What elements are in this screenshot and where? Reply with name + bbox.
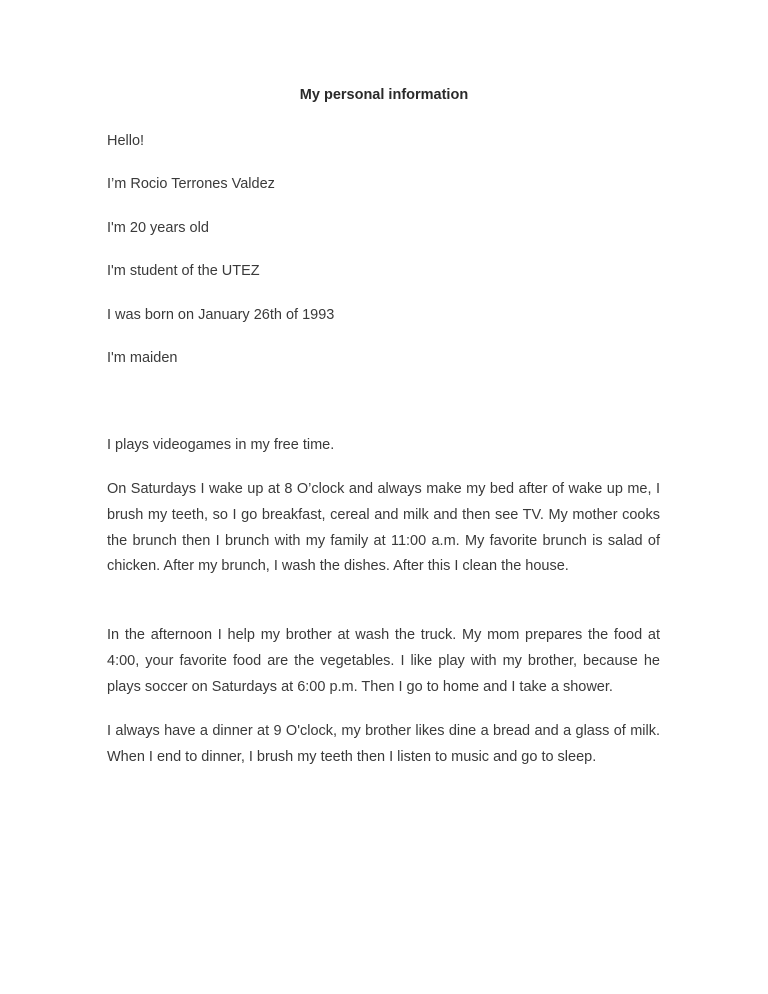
evening-paragraph: I always have a dinner at 9 O'clock, my brother likes dine a bread and a glass of milk. When I end to dinner, I brush my teeth then I listen to music and go to sleep. — [107, 723, 660, 765]
age-line: I'm 20 years old — [107, 220, 209, 236]
marital-status-line: I'm maiden — [107, 350, 178, 366]
name-line: I’m Rocio Terrones Valdez — [107, 176, 275, 192]
greeting-line: Hello! — [107, 133, 145, 149]
birthdate-line: I was born on January 26th of 1993 — [107, 307, 335, 323]
afternoon-paragraph: In the afternoon I help my brother at wash the truck. My mom prepares the food at 4:00, your favorite food are the vegetables. I like play with my brother, because he plays soccer on Saturdays at 6:00 p.m. Then I go to home and I take a shower. — [107, 627, 660, 695]
saturday-morning-paragraph: On Saturdays I wake up at 8 O’clock and always make my bed after of wake up me, I brush my teeth, so I go breakfast, cereal and milk and then see TV. My mother cooks the brunch then I brunch with my family at 11:00 a.m. My favorite brunch is salad of chicken. After my brunch, I wash the dishes. After this I clean the house. — [107, 481, 660, 575]
page-title: My personal information — [299, 87, 469, 103]
hobby-paragraph: I plays videogames in my free time. — [107, 437, 335, 453]
school-line: I'm student of the UTEZ — [107, 263, 260, 279]
